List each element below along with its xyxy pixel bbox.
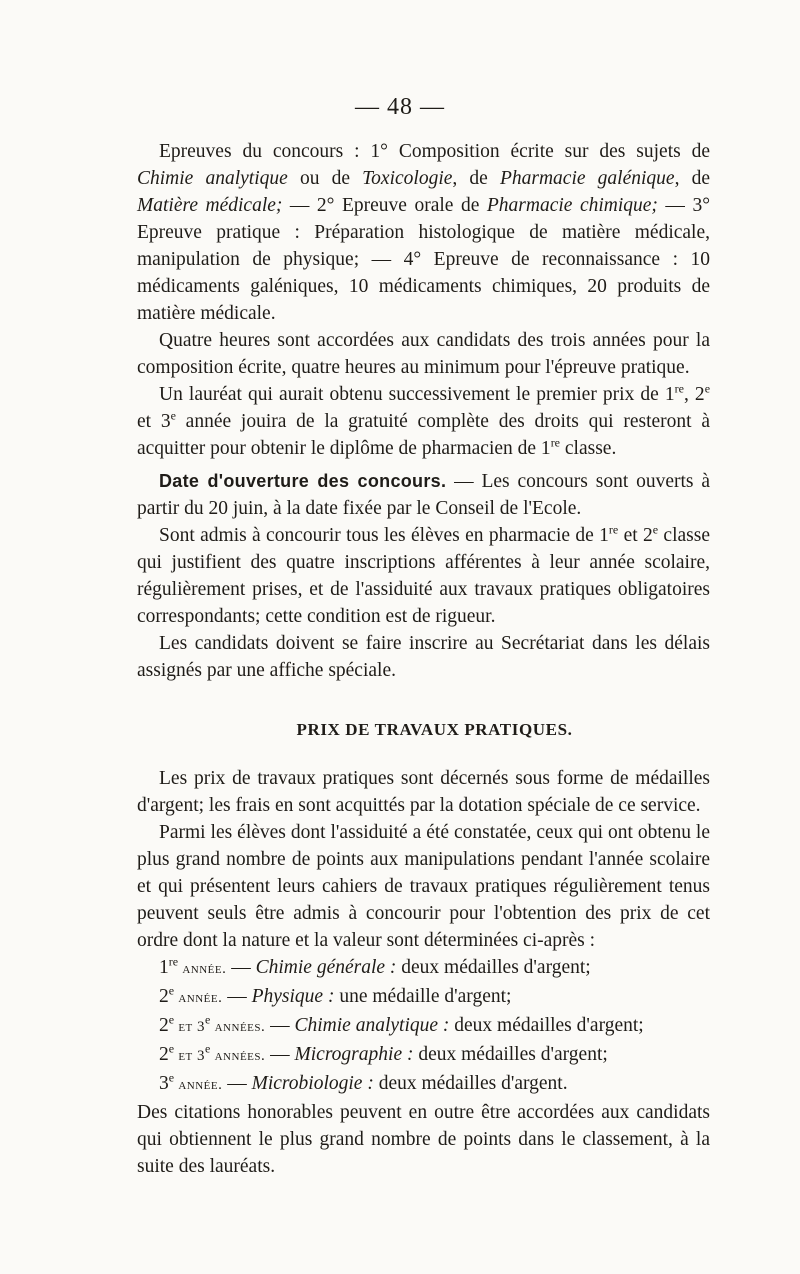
award: deux médailles d'argent;: [396, 957, 591, 978]
year-label: années.: [210, 1048, 266, 1064]
text-run: —: [265, 1044, 295, 1065]
subject: Chimie analytique :: [294, 1015, 450, 1036]
text-run: Epreuves du concours : 1° Composition écrite sur des sujets de: [159, 141, 710, 162]
subject: Physique :: [251, 986, 335, 1007]
superscript: e: [168, 1041, 175, 1056]
year-label: année.: [178, 961, 227, 977]
text-run: —: [222, 1073, 252, 1094]
superscript: re: [608, 522, 619, 537]
award: deux médailles d'argent;: [449, 1015, 644, 1036]
text-run: —: [226, 957, 256, 978]
subject: Micrographie :: [294, 1044, 414, 1065]
superscript: e: [205, 1012, 211, 1027]
text-run: —: [265, 1015, 295, 1036]
paragraph-candidats: Les candidats doivent se faire inscrire au Secrétariat dans les délais assignés par une affiche spéciale.: [137, 633, 710, 681]
subject: Microbiologie :: [251, 1073, 374, 1094]
inline-heading: Date d'ouverture des concours.: [159, 471, 447, 491]
paragraph-parmi: Parmi les élèves dont l'assiduité a été constatée, ceux qui ont obtenu le plus grand nombre de points aux manipulations pendant l'année scolaire et qui présentent leurs cahiers de travaux pratiques régulièrement tenus peuvent seuls être admis à concourir pour l'obtention des prix de cet ordre dont la nature et la valeur sont déterminées ci-après :: [137, 822, 710, 951]
paragraph-admis: [137, 522, 710, 630]
list-item: [137, 954, 710, 983]
list-item: [137, 1041, 710, 1070]
subject: Chimie générale :: [255, 957, 397, 978]
superscript: e: [704, 381, 711, 396]
prize-list: [137, 954, 710, 1099]
text-run: — Les concours sont ouverts à partir du 20 juin, à la date fixée par le Conseil de l'Ecole.: [137, 471, 710, 519]
superscript: re: [674, 381, 684, 396]
text-run: — 2° Epreuve orale de: [282, 195, 487, 216]
superscript: e: [652, 522, 659, 537]
list-item: [137, 1012, 710, 1041]
paragraph-heures: Quatre heures sont accordées aux candidats des trois années pour la composition écrite, quatre heures au minimum pour l'épreuve pratique.: [137, 330, 710, 378]
superscript: e: [168, 1070, 175, 1085]
award: deux médailles d'argent;: [413, 1044, 608, 1065]
superscript: e: [168, 983, 175, 998]
year-label: années.: [210, 1019, 266, 1035]
text-run: , 2: [683, 384, 705, 405]
paragraph-citations: Des citations honorables peuvent en outre être accordées aux candidats qui obtiennent le plus grand nombre de points dans le classement, à la suite des lauréats.: [137, 1102, 710, 1177]
year-label: et 3: [174, 1019, 206, 1035]
italic-run: Chimie analytique: [137, 168, 288, 189]
paragraph-epreuves: [137, 138, 710, 327]
paragraph-prix: Les prix de travaux pratiques sont décernés sous forme de médailles d'argent; les frais en sont acquittés par la dotation spéciale de ce service.: [137, 768, 710, 816]
text-run: — 3° Epreuve pratique : Préparation histologique de matière médicale, manipulation de physique; — 4° Epreuve de reconnaissance : 10 médicaments galéniques, 10 médicaments chimiques, 20 produits de matière médicale.: [137, 195, 710, 324]
text-run: 3: [159, 1073, 169, 1094]
superscript: e: [168, 1012, 175, 1027]
text-run: année jouira de la gratuité complète des droits qui resteront à acquitter pour obtenir le diplôme de pharmacien de 1: [137, 411, 710, 459]
text-run: et 2: [618, 525, 653, 546]
text-run: Un lauréat qui aurait obtenu successivement le premier prix de 1: [159, 384, 675, 405]
text-run: , de: [452, 168, 500, 189]
year-label: année.: [174, 990, 223, 1006]
text-run: classe qui justifient des quatre inscriptions afférentes à leur année scolaire, régulièrement prises, et de l'assiduité aux travaux pratiques obligatoires correspondants; cette condition est de rigueur.: [137, 525, 710, 627]
paragraph-laureat: [137, 381, 710, 462]
list-item: [137, 983, 710, 1012]
text-run: —: [222, 986, 252, 1007]
italic-run: Toxicologie: [362, 168, 453, 189]
page-number: — 48 —: [355, 94, 445, 120]
superscript: e: [205, 1041, 211, 1056]
text-run: 2: [159, 1044, 169, 1065]
text-run: , de: [674, 168, 710, 189]
list-item: [137, 1070, 710, 1099]
text-run: Sont admis à concourir tous les élèves en pharmacie de 1: [159, 525, 609, 546]
year-label: et 3: [174, 1048, 206, 1064]
section-title: PRIX DE TRAVAUX PRATIQUES.: [296, 720, 573, 739]
superscript: e: [170, 408, 176, 423]
superscript: re: [168, 954, 179, 969]
text-run: 2: [159, 1015, 169, 1036]
award: une médaille d'argent;: [334, 986, 512, 1007]
italic-run: Pharmacie galénique: [499, 168, 675, 189]
italic-run: Matière médicale;: [137, 195, 283, 216]
text-run: 2: [159, 986, 169, 1007]
text-run: 1: [159, 957, 169, 978]
body-text: [137, 138, 710, 1180]
paragraph-date-ouverture: [137, 468, 710, 522]
text-run: ou de: [287, 168, 363, 189]
text-run: et 3: [137, 411, 171, 432]
award: deux médailles d'argent.: [373, 1073, 568, 1094]
text-run: classe.: [560, 438, 617, 459]
superscript: re: [550, 435, 561, 450]
italic-run: Pharmacie chimique;: [486, 195, 658, 216]
year-label: année.: [174, 1077, 223, 1093]
